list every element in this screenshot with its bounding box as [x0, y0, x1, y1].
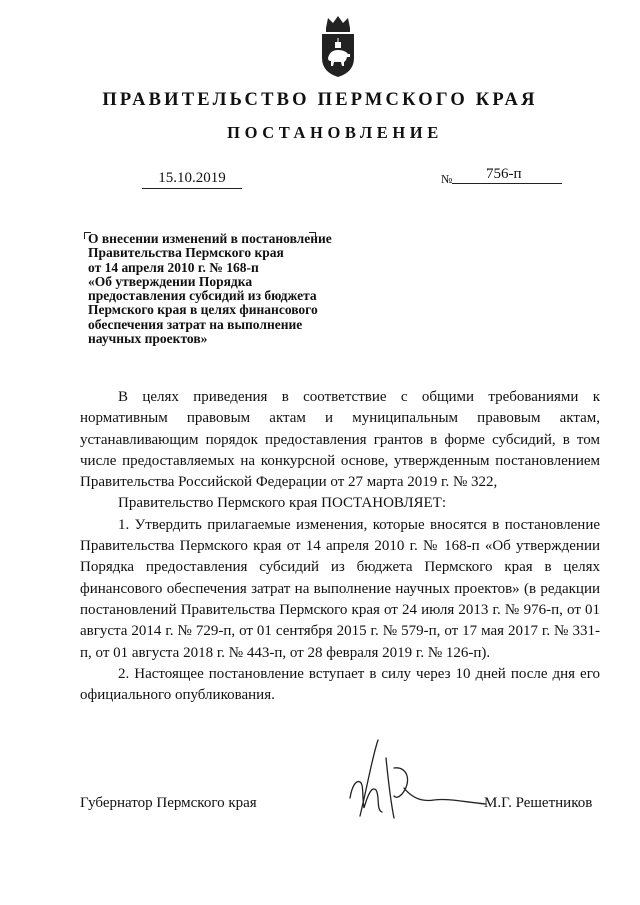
body-paragraph-item-2: 2. Настоящее постановление вступает в силу через 10 дней после дня его официального опубликования. [80, 665, 600, 704]
document-date: 15.10.2019 [142, 168, 242, 189]
subject-line: предоставления субсидий из бюджета [88, 288, 317, 304]
subject-line: Пермского края в целях финансового [88, 302, 318, 318]
signer-name: М.Г. Решетников [484, 795, 593, 811]
body-paragraph-resolves: Правительство Пермского края ПОСТАНОВЛЯЕТ: [118, 495, 447, 512]
subject-line: от 14 апреля 2010 г. № 168-п [88, 259, 259, 275]
number-sign: № [441, 172, 453, 186]
document-number: 756-п [452, 165, 562, 184]
government-title: ПРАВИТЕЛЬСТВО ПЕРМСКОГО КРАЯ [102, 90, 538, 110]
subject-line: Правительства Пермского края [88, 245, 284, 261]
body-paragraph-preamble: В целях приведения в соответствие с общими требованиями к нормативным правовым актам и муниципальным правовым актам, устанавливающим порядок предоставления грантов в форме субсидий, в том числе предоставляемых на конкурсной основе, утвержденным постановлением Правительства Российской Федерации от 27 марта 2019 г. № 322, [80, 389, 600, 491]
document-body [80, 387, 600, 706]
subject-line: обеспечения затрат на выполнение [88, 316, 303, 332]
document-subject [88, 232, 388, 346]
document-type-title: ПОСТАНОВЛЕНИЕ [227, 123, 443, 142]
perm-krai-coat-of-arms-icon [318, 14, 358, 78]
subject-line: «Об утверждении Порядка [88, 273, 253, 289]
subject-line: О внесении изменений в постановление [88, 231, 332, 246]
handwritten-signature-icon [338, 738, 488, 828]
signer-position: Губернатор Пермского края [80, 795, 257, 811]
body-paragraph-item-1: 1. Утвердить прилагаемые изменения, которые вносятся в постановление Правительства Пермского края от 14 апреля 2010 г. № 168-п «Об утверждении Порядка предоставления субсидий из бюджета Пермского края в целях финансового обеспечения затрат на выполнение научных проектов» (в редакции постановлений Правительства Пермского края от 24 июля 2013 г. № 976-п, от 01 августа 2014 г. № 729-п, от 01 сентября 2015 г. № 579-п, от 17 мая 2017 г. № 331-п, от 01 августа 2018 г. № 443-п, от 28 февраля 2019 г. № 126-п). [80, 516, 600, 661]
subject-line: научных проектов» [88, 331, 208, 347]
